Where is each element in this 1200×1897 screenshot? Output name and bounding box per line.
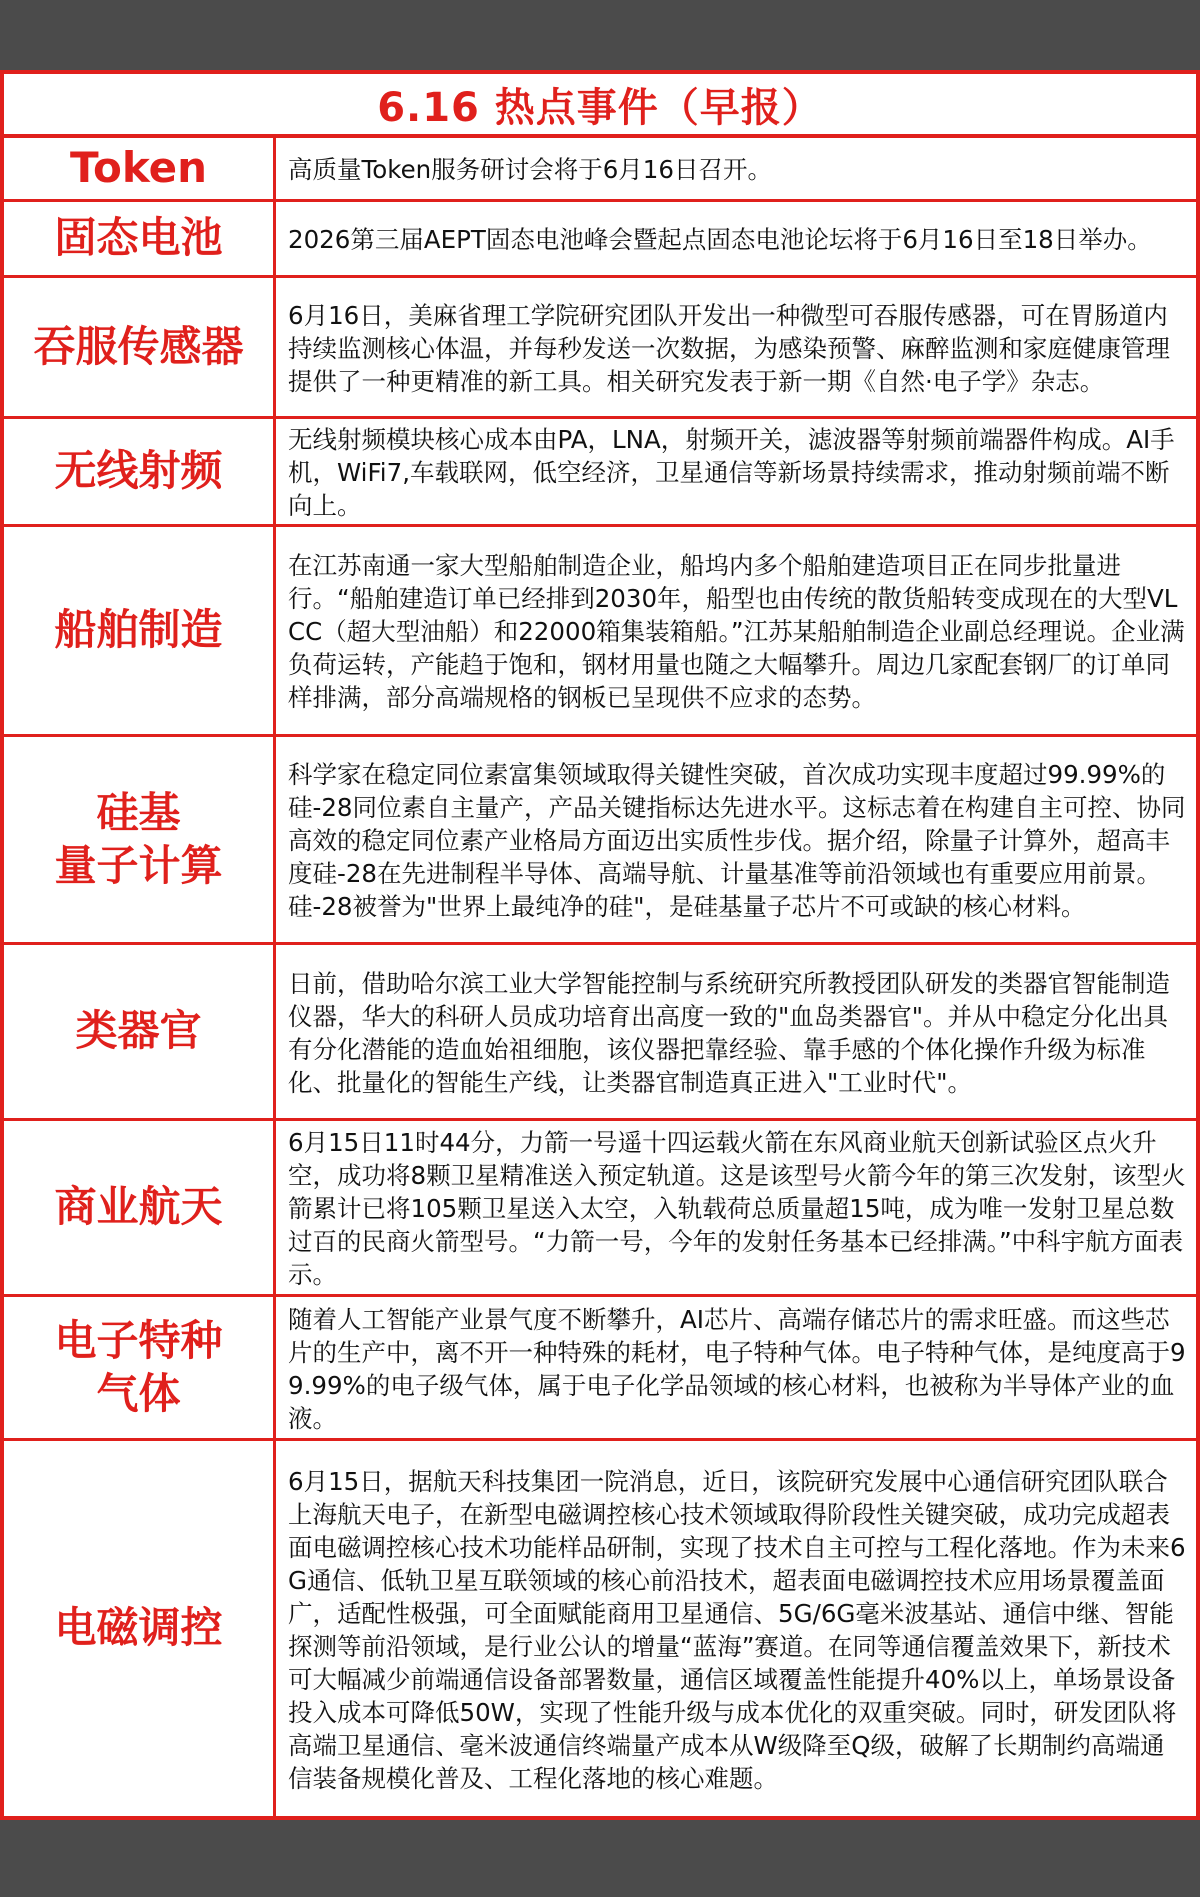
summary-cell <box>276 1297 1196 1438</box>
summary-text: 高质量Token服务研讨会将于6月16日召开。 <box>288 155 772 184</box>
topic-label: 无线射频 <box>54 446 223 496</box>
table-row <box>4 737 1196 945</box>
table-row <box>4 419 1196 527</box>
title-row <box>4 74 1196 138</box>
news-card <box>0 70 1200 1820</box>
summary-text: 日前，借助哈尔滨工业大学智能控制与系统研究所教授团队研发的类器官智能制造仪器，华大的科研人员成功培育出高度一致的"血岛类器官"。并从中稳定分化出具有分化潜能的造血始祖细胞，该仪器把靠经验、靠手感的个体化操作升级为标准化、批量化的智能生产线，让类器官制造真正进入"工业时代"。 <box>288 968 1170 1097</box>
summary-text: 科学家在稳定同位素富集领域取得关键性突破，首次成功实现丰度超过99.99%的硅-28同位素自主量产，产品关键指标达先进水平。这标志着在构建自主可控、协同高效的稳定同位素产业格局方面迈出实质性步伐。据介绍，除量子计算外，超高丰度硅-28在先进制程半导体、高端导航、计量基准等前沿领域也有重要应用前景。硅-28被誉为"世界上最纯净的硅"，是硅基量子芯片不可或缺的核心材料。 <box>288 760 1186 921</box>
summary-cell <box>276 202 1196 275</box>
summary-text: 在江苏南通一家大型船舶制造企业，船坞内多个船舶建造项目正在同步批量进行。“船舶建造订单已经排到2030年，船型也由传统的散货船转变成现在的大型VLCC（超大型油船）和22000箱集装箱船。”江苏某船舶制造企业副总经理说。企业满负荷运转，产能趋于饱和，钢材用量也随之大幅攀升。周边几家配套钢厂的订单同样排满，部分高端规格的钢板已呈现供不应求的态势。 <box>288 551 1185 712</box>
topic-label: 类器官 <box>75 1006 202 1056</box>
table-row <box>4 527 1196 737</box>
topic-cell <box>4 138 276 199</box>
summary-cell <box>276 138 1196 199</box>
summary-text: 随着人工智能产业景气度不断攀升，AI芯片、高端存储芯片的需求旺盛。而这些芯片的生产中，离不开一种特殊的耗材，电子特种气体。电子特种气体，是纯度高于99.99%的电子级气体，属于电子化学品领域的核心材料，也被称为半导体产业的血液。 <box>288 1304 1186 1433</box>
summary-cell <box>276 1441 1196 1816</box>
summary-cell <box>276 527 1196 734</box>
summary-cell <box>276 945 1196 1118</box>
topic-cell <box>4 1441 276 1816</box>
topic-label: 电磁调控 <box>54 1603 223 1653</box>
table-row <box>4 1297 1196 1441</box>
summary-cell <box>276 1121 1196 1294</box>
summary-cell <box>276 419 1196 524</box>
bottom-frame <box>0 1820 1200 1897</box>
top-frame <box>0 0 1200 70</box>
table-row <box>4 202 1196 278</box>
summary-text: 无线射频模块核心成本由PA，LNA，射频开关，滤波器等射频前端器件构成。AI手机，WiFi7,车载联网，低空经济，卫星通信等新场景持续需求，推动射频前端不断向上。 <box>288 425 1175 520</box>
topic-label: 商业航天 <box>54 1182 223 1232</box>
topic-label: 船舶制造 <box>54 605 223 655</box>
table-row <box>4 1441 1196 1816</box>
topic-cell <box>4 202 276 275</box>
summary-cell <box>276 737 1196 942</box>
topic-cell <box>4 278 276 416</box>
summary-text: 6月15日，据航天科技集团一院消息，近日，该院研究发展中心通信研究团队联合上海航天电子，在新型电磁调控核心技术领域取得阶段性关键突破，成功完成超表面电磁调控核心技术功能样品研制，实现了技术自主可控与工程化落地。作为未来6G通信、低轨卫星互联领域的核心前沿技术，超表面电磁调控技术应用场景覆盖面广，适配性极强，可全面赋能商用卫星通信、5G/6G毫米波基站、通信中继、智能探测等前沿领域，是行业公认的增量“蓝海”赛道。在同等通信覆盖效果下，新技术可大幅减少前端通信设备部署数量，通信区域覆盖性能提升40%以上，单场景设备投入成本可降低50W，实现了性能升级与成本优化的双重突破。同时，研发团队将高端卫星通信、毫米波通信终端量产成本从W级降至Q级，破解了长期制约高端通信装备规模化普及、工程化落地的核心难题。 <box>288 1466 1186 1793</box>
summary-text: 2026第三届AEPT固态电池峰会暨起点固态电池论坛将于6月16日至18日举办。 <box>288 225 1152 254</box>
table-row <box>4 278 1196 419</box>
table-row <box>4 138 1196 202</box>
summary-text: 6月16日，美麻省理工学院研究团队开发出一种微型可吞服传感器，可在胃肠道内持续监测核心体温，并每秒发送一次数据，为感染预警、麻醉监测和家庭健康管理提供了一种更精准的新工具。相关研究发表于新一期《自然·电子学》杂志。 <box>288 300 1170 396</box>
topic-cell <box>4 419 276 524</box>
summary-text: 6月15日11时44分，力箭一号遥十四运载火箭在东风商业航天创新试验区点火升空，成功将8颗卫星精准送入预定轨道。这是该型号火箭今年的第三次发射，该型火箭累计已将105颗卫星送入太空，入轨载荷总质量超15吨，成为唯一发射卫星总数过百的民商火箭型号。“力箭一号，今年的发射任务基本已经排满。”中科宇航方面表示。 <box>288 1128 1186 1289</box>
topic-cell <box>4 527 276 734</box>
topic-label: Token <box>69 143 208 193</box>
topic-label: 固态电池 <box>54 213 223 263</box>
topic-cell <box>4 1121 276 1294</box>
topic-label: 硅基 量子计算 <box>54 788 223 890</box>
topic-cell <box>4 737 276 942</box>
table-row <box>4 1121 1196 1297</box>
table-row <box>4 945 1196 1121</box>
page-title: 6.16 热点事件（早报） <box>377 84 823 131</box>
topic-label: 吞服传感器 <box>33 321 244 371</box>
topic-cell <box>4 945 276 1118</box>
topic-cell <box>4 1297 276 1438</box>
summary-cell <box>276 278 1196 416</box>
topic-label: 电子特种 气体 <box>54 1316 223 1418</box>
